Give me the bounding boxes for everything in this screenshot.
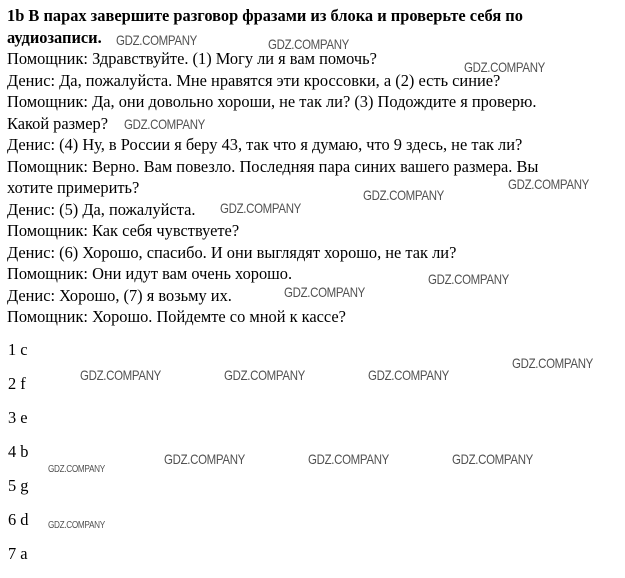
answer-item: 4 b (8, 442, 29, 461)
dialogue-line: хотите примерить? (7, 178, 140, 197)
watermark: GDZ.COMPANY (428, 271, 510, 287)
watermark: GDZ.COMPANY (224, 367, 306, 383)
watermark: GDZ.COMPANY (308, 451, 390, 467)
dialogue-line: Денис: (5) Да, пожалуйста. (7, 199, 196, 219)
dialogue-line: Помощник: Верно. Вам повезло. Последняя пара синих вашего размера. Вы (7, 156, 539, 176)
watermark: GDZ.COMPANY (48, 520, 105, 531)
answer-item: 6 d (8, 510, 29, 529)
watermark: GDZ.COMPANY (220, 200, 302, 216)
exercise-title: 1b В парах завершите разговор фразами из блока и проверьте себя по аудиозаписи. (7, 6, 523, 47)
watermark: GDZ.COMPANY (124, 116, 206, 132)
watermark: GDZ.COMPANY (368, 367, 450, 383)
dialogue-line: Помощник: Хорошо. Пойдемте со мной к кассе? (7, 307, 346, 326)
answer-item: 3 e (8, 408, 28, 427)
dialogue-line: Денис: (4) Ну, в России я беру 43, так что я думаю, что 9 здесь, не так ли? (7, 135, 523, 154)
answer-item: 7 a (8, 544, 28, 563)
dialogue-line: Какой размер? (7, 113, 109, 133)
dialogue-line: Помощник: Здравствуйте. (1) Могу ли я вам помочь? (7, 49, 377, 68)
watermark: GDZ.COMPANY (512, 355, 594, 371)
watermark: GDZ.COMPANY (363, 187, 445, 203)
watermark: GDZ.COMPANY (508, 176, 590, 192)
watermark: GDZ.COMPANY (452, 451, 534, 467)
watermark: GDZ.COMPANY (284, 284, 366, 300)
watermark: GDZ.COMPANY (464, 59, 546, 75)
watermark: GDZ.COMPANY (164, 451, 246, 467)
answer-item: 5 g (8, 476, 29, 495)
dialogue-line: Помощник: Они идут вам очень хорошо. (7, 264, 293, 283)
watermark: GDZ.COMPANY (268, 36, 350, 52)
answer-item: 2 f (8, 374, 26, 393)
exercise-text (7, 5, 619, 328)
dialogue-line: Денис: (6) Хорошо, спасибо. И они выглядят хорошо, не так ли? (7, 242, 457, 262)
watermark: GDZ.COMPANY (80, 367, 162, 383)
answer-list (8, 340, 29, 578)
watermark: GDZ.COMPANY (48, 464, 105, 475)
dialogue-line: Помощник: Как себя чувствуете? (7, 221, 240, 240)
answer-item: 1 c (8, 340, 28, 359)
dialogue-line: Денис: Хорошо, (7) я возьму их. (7, 285, 232, 305)
dialogue-line: Денис: Да, пожалуйста. Мне нравятся эти кроссовки, а (2) есть синие? (7, 70, 501, 90)
dialogue-line: Помощник: Да, они довольно хороши, не так ли? (3) Подождите я проверю. (7, 92, 537, 111)
watermark: GDZ.COMPANY (116, 32, 198, 48)
